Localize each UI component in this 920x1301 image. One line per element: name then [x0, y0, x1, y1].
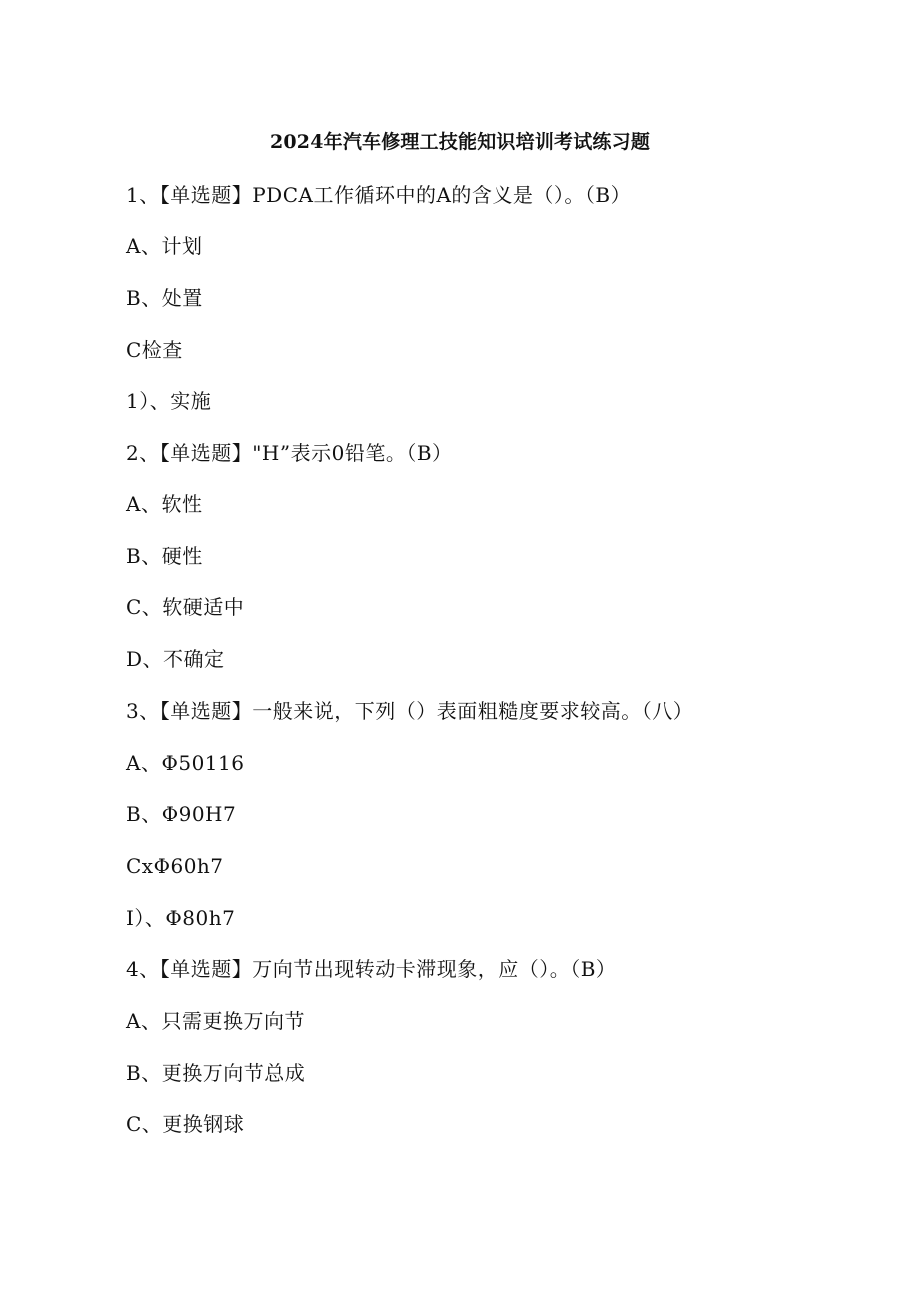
question-1-option-d: 1）、实施 [126, 389, 212, 413]
question-1-option-b: B、处置 [126, 286, 203, 310]
question-2-option-c: C、软硬适中 [126, 595, 245, 619]
question-2-option-d: D、不确定 [126, 647, 225, 671]
question-3-option-c: CxΦ60h7 [126, 854, 224, 878]
question-2-option-a: A、软性 [126, 492, 203, 516]
document-title: 2024年汽车修理工技能知识培训考试练习题 [269, 131, 651, 153]
question-3-option-d: I）、Φ80h7 [126, 906, 236, 930]
question-1-option-a: A、计划 [126, 234, 203, 258]
question-4-stem: 4、【单选题】万向节出现转动卡滞现象，应（）。（B） [126, 957, 617, 981]
question-3-option-b: B、Φ90H7 [126, 802, 237, 826]
question-3-option-a: A、Φ50116 [126, 751, 245, 775]
question-3-stem: 3、【单选题】一般来说，下列（）表面粗糙度要求较高。（八） [126, 699, 694, 723]
question-4-option-b: B、更换万向节总成 [126, 1061, 306, 1085]
question-4-option-a: A、只需更换万向节 [126, 1009, 305, 1033]
question-1-stem: 1、【单选题】PDCA工作循环中的A的含义是（）。（B） [126, 183, 632, 207]
question-4-option-c: C、更换钢球 [126, 1112, 245, 1136]
question-2-option-b: B、硬性 [126, 544, 203, 568]
question-1-option-c: C检查 [126, 338, 183, 362]
question-2-stem: 2、【单选题】"H”表示0铅笔。（B） [126, 441, 453, 465]
